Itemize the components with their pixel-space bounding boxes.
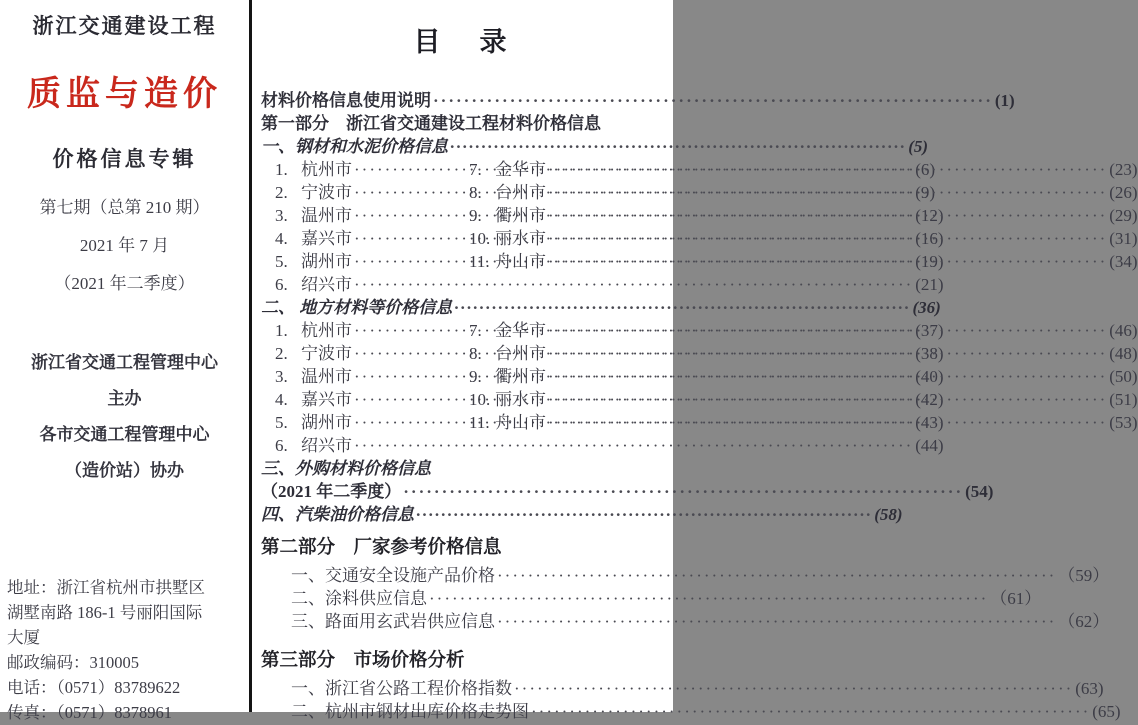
journal-title: 质监与造价 [27, 76, 222, 113]
toc-section2-heading [261, 296, 941, 319]
toc-part1-title [261, 112, 665, 135]
city-row [261, 388, 1138, 411]
part-title-label: 第三部分 市场价格分析 [261, 649, 465, 670]
city-num: 1. [275, 321, 288, 340]
toc-section3-continuation [261, 480, 994, 503]
page-number: (43) [915, 413, 944, 432]
city-row [261, 250, 1138, 273]
city-num: 6. [275, 275, 288, 294]
city-name: 杭州市 [301, 160, 352, 179]
dot-leader [548, 204, 1107, 227]
city-num: 4. [275, 229, 288, 248]
city-num: 5. [275, 252, 288, 271]
page-number: (54) [965, 482, 994, 501]
city-num: 7. [469, 321, 482, 340]
address-line-3: 大厦 [7, 628, 40, 647]
page-number: (58) [874, 505, 903, 524]
city-num: 11. [469, 252, 490, 271]
cover-left-panel [0, 0, 249, 722]
dot-leader [433, 89, 993, 112]
series-title: 浙江交通建设工程 [32, 14, 217, 38]
city-name: 衢州市 [495, 367, 546, 386]
city-num: 3. [275, 206, 288, 225]
city-name: 杭州市 [301, 321, 352, 340]
page-number: (5) [908, 137, 929, 156]
contact-info-block [0, 575, 249, 725]
city-entry [275, 273, 944, 296]
city-num: 9. [469, 206, 482, 225]
dot-leader [354, 273, 913, 296]
co-organizer-role: （造价站）协办 [65, 461, 184, 480]
page-number: （62） [1058, 612, 1110, 631]
entry-label: 一、交通安全设施产品价格 [291, 566, 495, 585]
dot-leader [514, 677, 1073, 700]
city-name: 金华市 [495, 160, 546, 179]
dot-leader [548, 250, 1107, 273]
page-number: (16) [915, 229, 944, 248]
page-number: (12) [915, 206, 944, 225]
toc-section3-heading [261, 457, 665, 480]
page-number: (40) [915, 367, 944, 386]
dot-leader [548, 342, 1107, 365]
toc-title: 目 录 [413, 27, 513, 57]
toc-part2-item [291, 610, 1110, 633]
city-name: 嘉兴市 [301, 390, 352, 409]
city-row [261, 365, 1138, 388]
entry-label: 二、杭州市钢材出库价格走势图 [291, 702, 529, 721]
entry-label: 一、浙江省公路工程价格指数 [291, 679, 512, 698]
postal-code: 邮政编码：310005 [7, 653, 139, 672]
city-name: 衢州市 [495, 206, 546, 225]
page-number: (37) [915, 321, 944, 340]
address-line-1: 地址：浙江省杭州市拱墅区 [7, 578, 205, 597]
dot-leader [497, 610, 1056, 633]
page-number: (36) [912, 298, 941, 317]
city-row [261, 319, 1138, 342]
toc-part2-item [291, 587, 1042, 610]
page-number: (51) [1109, 390, 1138, 409]
co-organizer-name: 各市交通工程管理中心 [39, 425, 210, 444]
dot-leader [354, 434, 913, 457]
toc-part3-title [261, 647, 665, 673]
table-of-contents [261, 0, 1138, 723]
city-name: 台州市 [495, 344, 546, 363]
city-num: 9. [469, 367, 482, 386]
issue-number: 第七期（总第 210 期） [39, 198, 210, 217]
page-number: (50) [1109, 367, 1138, 386]
city-num: 7. [469, 160, 482, 179]
page-number: (19) [915, 252, 944, 271]
city-num: 8. [469, 344, 482, 363]
page-number: (6) [915, 160, 936, 179]
city-name: 丽水市 [495, 390, 546, 409]
entry-label: 三、路面用玄武岩供应信息 [291, 612, 495, 631]
vertical-divider [249, 0, 252, 712]
city-name: 舟山市 [495, 252, 546, 271]
city-name: 金华市 [495, 321, 546, 340]
city-name: 湖州市 [301, 413, 352, 432]
page-number: (1) [994, 91, 1015, 110]
page-number: (53) [1109, 413, 1138, 432]
city-row [261, 342, 1138, 365]
dot-leader [548, 411, 1107, 434]
dot-leader [450, 135, 906, 158]
page-number: (42) [915, 390, 944, 409]
city-entry [469, 181, 1138, 204]
city-row [261, 204, 1138, 227]
entry-label: 二、涂料供应信息 [291, 589, 427, 608]
toc-section1-heading [261, 135, 929, 158]
city-name: 绍兴市 [301, 436, 352, 455]
toc-part3-item [291, 677, 1104, 700]
city-name: 湖州市 [301, 252, 352, 271]
page-number: （61） [990, 589, 1042, 608]
city-name: 丽水市 [495, 229, 546, 248]
part-title-label: 第二部分 厂家参考价格信息 [261, 536, 502, 557]
toc-part2-item [291, 564, 1110, 587]
city-name: 宁波市 [301, 183, 352, 202]
page-number: (48) [1109, 344, 1138, 363]
page-number: (46) [1109, 321, 1138, 340]
city-name: 台州市 [495, 183, 546, 202]
journal-subtitle: 价格信息专辑 [52, 147, 197, 171]
city-num: 5. [275, 413, 288, 432]
publication-quarter: （2021 年二季度） [54, 274, 195, 293]
dot-leader [548, 181, 1107, 204]
toc-entry-usage-note [261, 89, 1015, 112]
entry-label: 三、外购材料价格信息 [261, 459, 431, 478]
page-number: (31) [1109, 229, 1138, 248]
city-row [261, 227, 1138, 250]
city-name: 嘉兴市 [301, 229, 352, 248]
city-entry [275, 434, 944, 457]
page-number: (65) [1092, 702, 1121, 721]
entry-label: 一、钢材和水泥价格信息 [261, 137, 448, 156]
address-line-2: 湖墅南路 186-1 号丽阳国际 [7, 603, 203, 622]
city-row [261, 434, 944, 457]
page-number: (34) [1109, 252, 1138, 271]
dot-leader [548, 227, 1107, 250]
page-number: (29) [1109, 206, 1138, 225]
city-num: 10. [469, 229, 491, 248]
city-name: 绍兴市 [301, 275, 352, 294]
city-row [261, 411, 1138, 434]
dot-leader [429, 587, 988, 610]
entry-label: 二、 地方材料等价格信息 [261, 298, 453, 317]
city-num: 2. [275, 344, 288, 363]
city-name: 舟山市 [495, 413, 546, 432]
page-number: (26) [1109, 183, 1138, 202]
toc-part3-item [291, 700, 1121, 723]
city-num: 3. [275, 367, 288, 386]
toc-part2-title [261, 534, 665, 560]
city-name: 温州市 [301, 206, 352, 225]
entry-label: 四、汽柴油价格信息 [261, 505, 414, 524]
dot-leader [548, 365, 1107, 388]
dot-leader [548, 158, 1107, 181]
page-number: (23) [1109, 160, 1138, 179]
page-number: (44) [915, 436, 944, 455]
fax-number: 传真：（0571）8378961 [7, 703, 172, 722]
city-row [261, 158, 1138, 181]
dot-leader [497, 564, 1056, 587]
city-num: 11. [469, 413, 490, 432]
city-num: 10. [469, 390, 491, 409]
part-title-label: 第一部分 浙江省交通建设工程材料价格信息 [261, 114, 601, 133]
city-name: 宁波市 [301, 344, 352, 363]
toc-body [261, 89, 1138, 723]
entry-label: 材料价格信息使用说明 [261, 91, 431, 110]
page-number: (63) [1075, 679, 1104, 698]
city-name: 温州市 [301, 367, 352, 386]
city-num: 4. [275, 390, 288, 409]
dot-leader [454, 296, 910, 319]
entry-label: （2021 年二季度） [261, 482, 402, 501]
city-num: 2. [275, 183, 288, 202]
dot-leader [531, 700, 1090, 723]
organizer-role: 主办 [107, 389, 142, 408]
city-num: 1. [275, 160, 288, 179]
publication-date: 2021 年 7 月 [79, 236, 170, 255]
city-num: 8. [469, 183, 482, 202]
city-num: 6. [275, 436, 288, 455]
page-number: (38) [915, 344, 944, 363]
organizer-name: 浙江省交通工程管理中心 [31, 353, 218, 372]
dot-leader [403, 480, 963, 503]
toc-section4-heading [261, 503, 903, 526]
city-row [261, 273, 944, 296]
dot-leader [548, 388, 1107, 411]
page-number: （59） [1058, 566, 1110, 585]
page-number: (21) [915, 275, 944, 294]
city-entry [469, 158, 1138, 181]
dot-leader [548, 319, 1107, 342]
page-number: (9) [915, 183, 936, 202]
dot-leader [416, 503, 872, 526]
city-row [261, 181, 1138, 204]
phone-number: 电话：（0571）83789622 [7, 678, 181, 697]
